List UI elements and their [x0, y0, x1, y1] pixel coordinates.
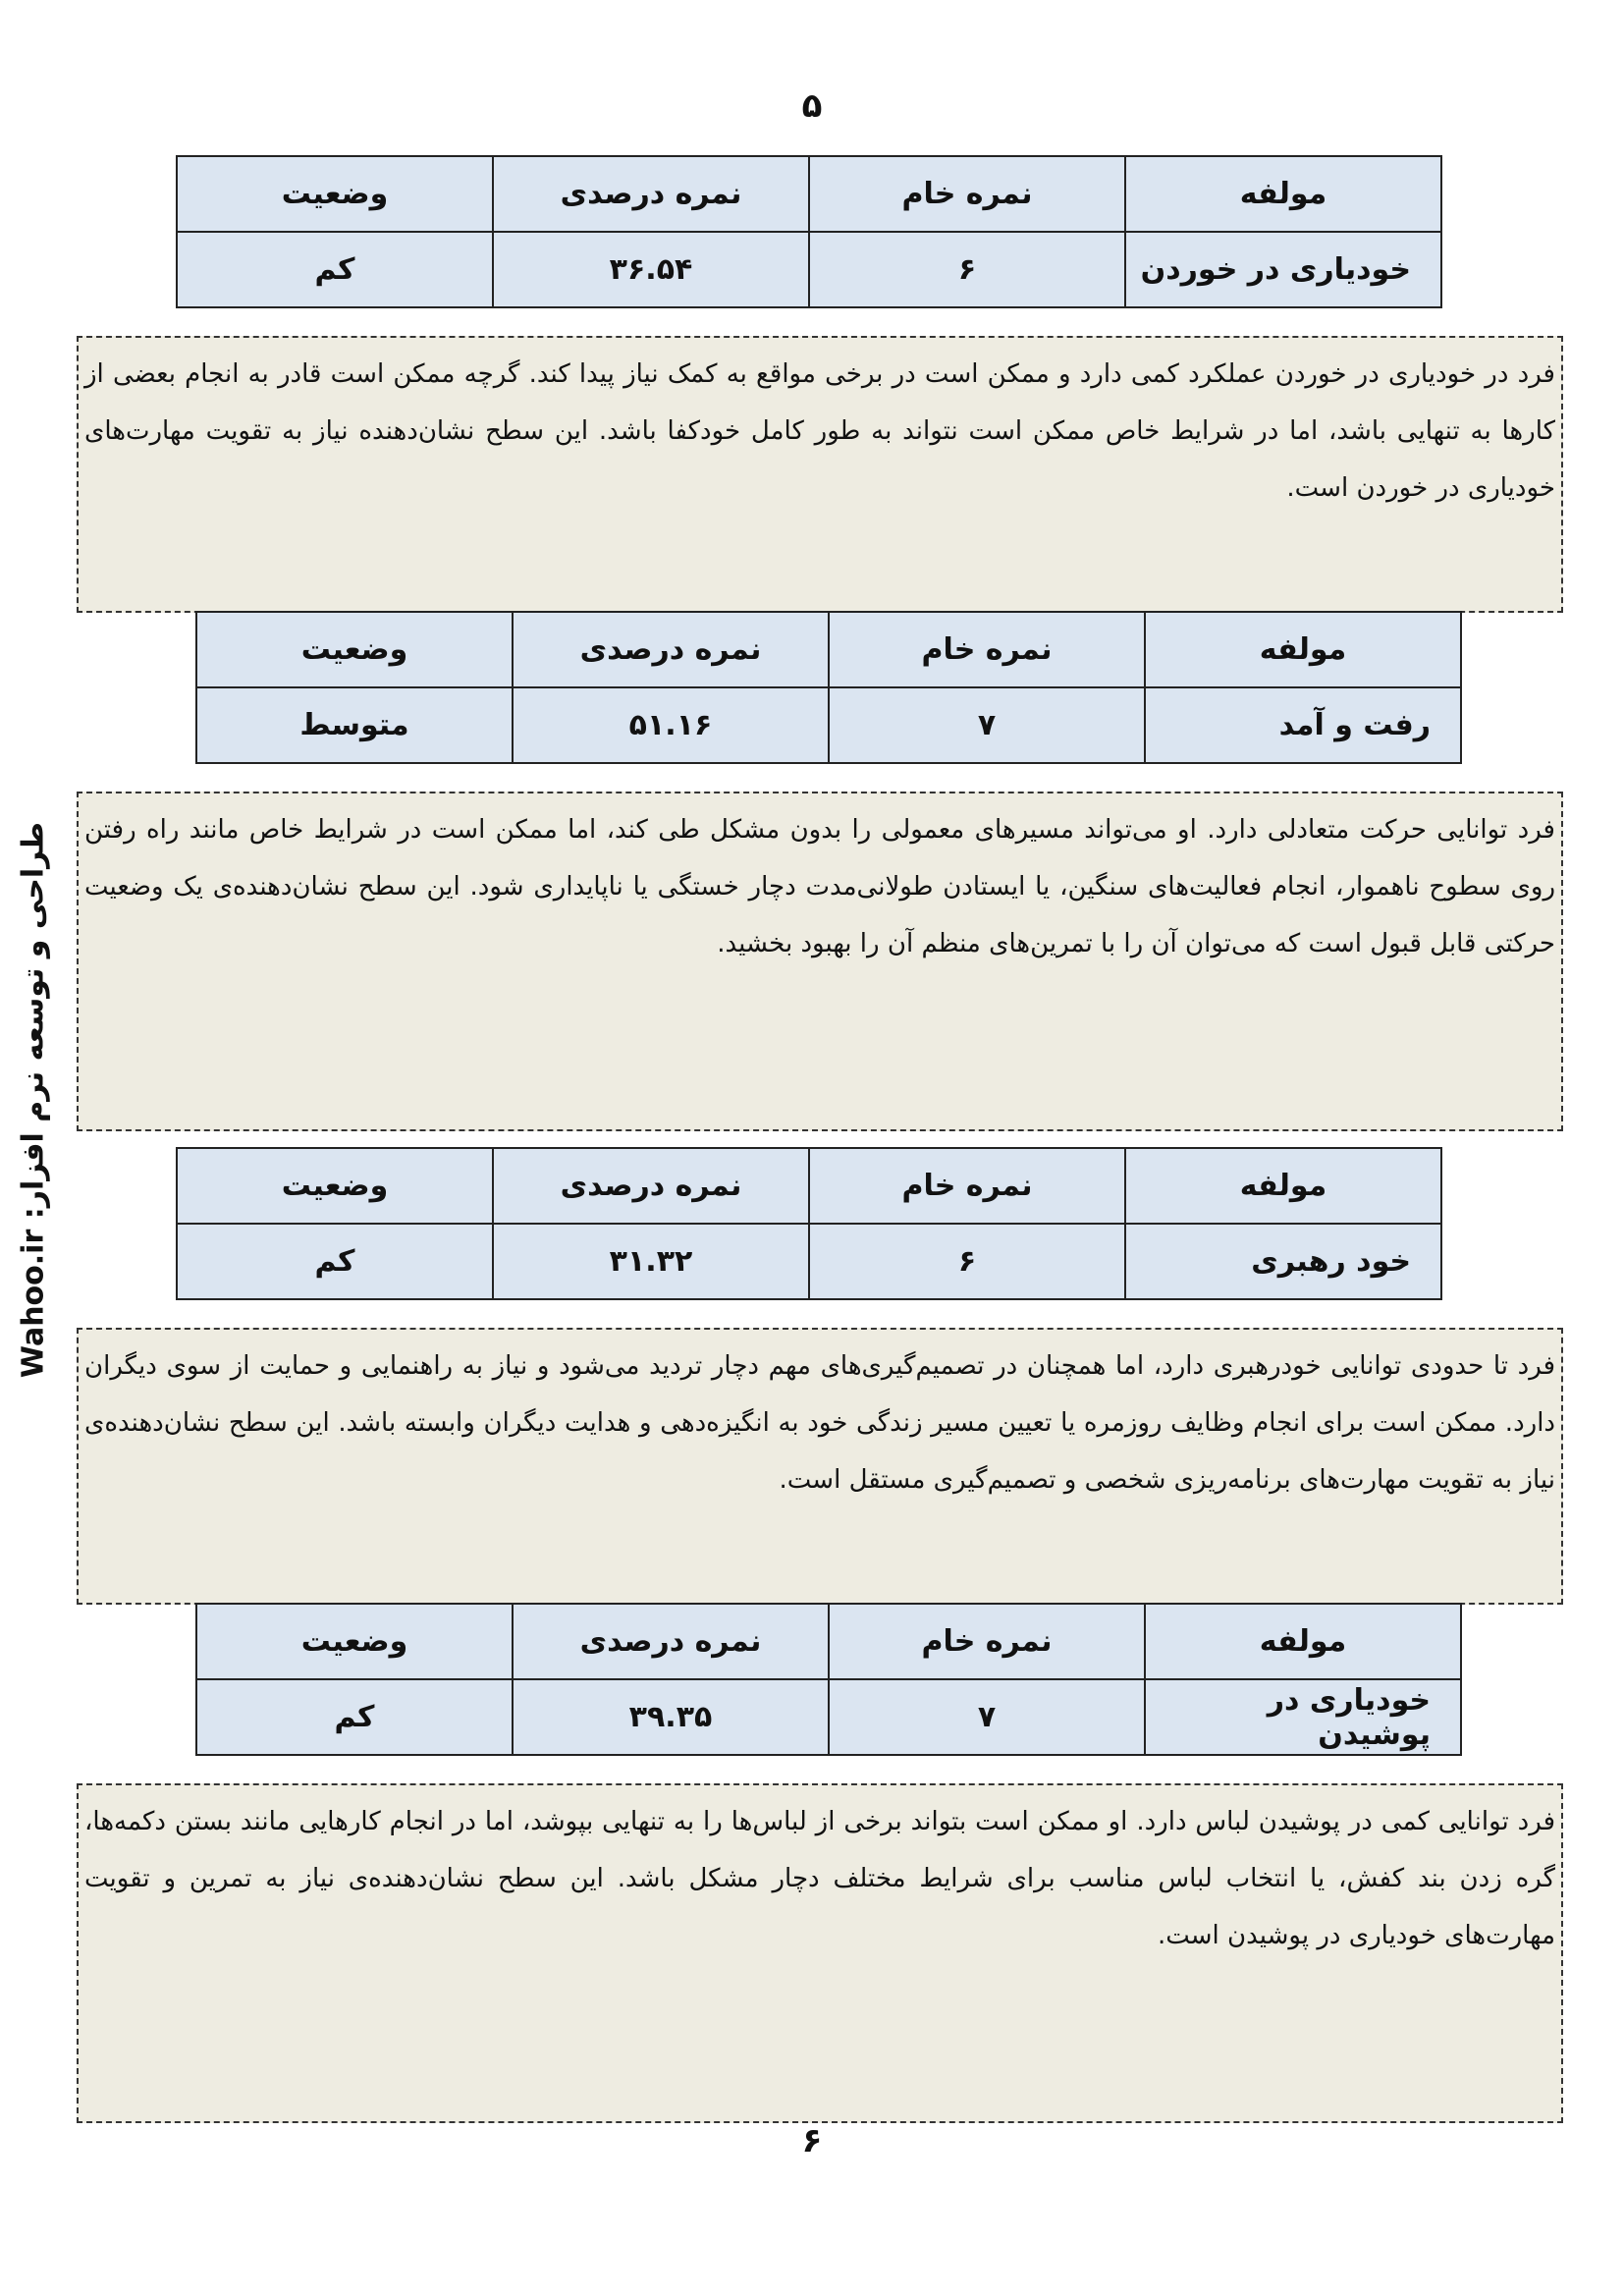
- raw-score-value: ۷: [829, 687, 1145, 763]
- score-table-3: [176, 1147, 1442, 1300]
- header-raw-score: نمره خام: [809, 1148, 1125, 1224]
- header-raw-score: نمره خام: [809, 156, 1125, 232]
- status-value: متوسط: [196, 687, 513, 763]
- percent-score-value: ۳۹.۳۵: [513, 1679, 829, 1755]
- header-status: وضعیت: [177, 1148, 493, 1224]
- header-component: مولفه: [1145, 1604, 1461, 1679]
- header-component: مولفه: [1125, 156, 1441, 232]
- score-table-2: [195, 611, 1462, 764]
- description-box-1: فرد در خودیاری در خوردن عملکرد کمی دارد و ممکن است در برخی مواقع به کمک نیاز پیدا کند. گرچه ممکن است قادر به انجام بعضی از کارها به تنهایی باشد، اما در شرایط خاص ممکن است نتواند به طور کامل خودکفا باشد. این سطح نشان‌دهنده نیاز به تقویت مهارت‌های خودیاری در خوردن است.: [77, 336, 1563, 613]
- raw-score-value: ۶: [809, 1224, 1125, 1299]
- side-caption: طراحی و توسعه نرم افزار: Wahoo.ir: [16, 821, 51, 1379]
- table-row: [196, 1679, 1461, 1755]
- status-value: کم: [196, 1679, 513, 1755]
- status-value: کم: [177, 1224, 493, 1299]
- percent-score-value: ۳۱.۳۲: [493, 1224, 809, 1299]
- header-percent-score: نمره درصدی: [513, 612, 829, 687]
- header-percent-score: نمره درصدی: [513, 1604, 829, 1679]
- table-header-row: [196, 612, 1461, 687]
- percent-score-value: ۵۱.۱۶: [513, 687, 829, 763]
- table-header-row: [177, 1148, 1441, 1224]
- header-raw-score: نمره خام: [829, 612, 1145, 687]
- raw-score-value: ۶: [809, 232, 1125, 307]
- component-name: خودیاری در خوردن: [1125, 232, 1441, 307]
- description-box-4: فرد توانایی کمی در پوشیدن لباس دارد. او ممکن است بتواند برخی از لباس‌ها را به تنهایی بپوشد، اما در انجام کارهایی مانند بستن دکمه‌ها، گره زدن بند کفش، یا انتخاب لباس مناسب برای شرایط مختلف دچار مشکل باشد. این سطح نشان‌دهنده‌ی نیاز به تمرین و تقویت مهارت‌های خودیاری در پوشیدن است.: [77, 1783, 1563, 2123]
- table-row: [177, 1224, 1441, 1299]
- page-number-bottom: ۶: [801, 2121, 823, 2160]
- raw-score-value: ۷: [829, 1679, 1145, 1755]
- page-number-top: ۵: [801, 86, 823, 126]
- description-box-3: فرد تا حدودی توانایی خودرهبری دارد، اما همچنان در تصمیم‌گیری‌های مهم دچار تردید می‌شود و نیاز به راهنمایی و حمایت از سوی دیگران دارد. ممکن است برای انجام وظایف روزمره یا تعیین مسیر زندگی خود به انگیزه‌دهی و هدایت دیگران وابسته باشد. این سطح نشان‌دهنده‌ی نیاز به تقویت مهارت‌های برنامه‌ریزی شخصی و تصمیم‌گیری مستقل است.: [77, 1328, 1563, 1605]
- table-header-row: [177, 156, 1441, 232]
- percent-score-value: ۳۶.۵۴: [493, 232, 809, 307]
- component-name: خود رهبری: [1125, 1224, 1441, 1299]
- component-name: خودیاری در پوشیدن: [1145, 1679, 1461, 1755]
- header-status: وضعیت: [196, 1604, 513, 1679]
- header-percent-score: نمره درصدی: [493, 1148, 809, 1224]
- header-percent-score: نمره درصدی: [493, 156, 809, 232]
- header-component: مولفه: [1145, 612, 1461, 687]
- score-table-1: [176, 155, 1442, 308]
- table-row: [177, 232, 1441, 307]
- header-raw-score: نمره خام: [829, 1604, 1145, 1679]
- header-status: وضعیت: [177, 156, 493, 232]
- table-header-row: [196, 1604, 1461, 1679]
- score-table-4: [195, 1603, 1462, 1756]
- description-box-2: فرد توانایی حرکت متعادلی دارد. او می‌تواند مسیرهای معمولی را بدون مشکل طی کند، اما ممکن است در شرایط خاص مانند راه رفتن روی سطوح ناهموار، انجام فعالیت‌های سنگین، یا ایستادن طولانی‌مدت دچار خستگی یا ناپایداری شود. این سطح نشان‌دهنده‌ی یک وضعیت حرکتی قابل قبول است که می‌توان آن را با تمرین‌های منظم آن را بهبود بخشید.: [77, 792, 1563, 1131]
- header-status: وضعیت: [196, 612, 513, 687]
- component-name: رفت و آمد: [1145, 687, 1461, 763]
- status-value: کم: [177, 232, 493, 307]
- header-component: مولفه: [1125, 1148, 1441, 1224]
- table-row: [196, 687, 1461, 763]
